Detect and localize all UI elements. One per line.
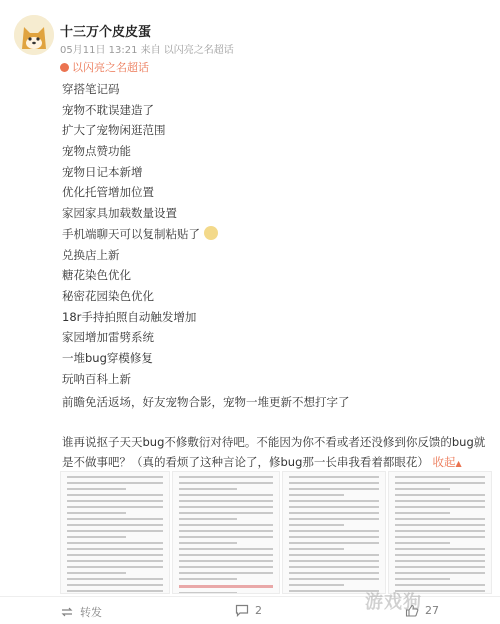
paragraph-1: 前瞻免活返场，好友宠物合影，宠物一堆更新不想打字了 bbox=[62, 395, 350, 409]
list-item: 优化托管增加位置 bbox=[62, 185, 154, 200]
list-item bbox=[62, 224, 218, 245]
list-item: 家园家具加载数量设置 bbox=[62, 206, 177, 221]
watermark: 游戏狗 bbox=[365, 592, 422, 613]
like-count: 27 bbox=[425, 604, 439, 617]
comment-button[interactable] bbox=[235, 604, 262, 617]
list-item: 18r手持拍照自动触发增加 bbox=[62, 309, 197, 324]
list-item: 一堆bug穿模修复 bbox=[62, 350, 153, 365]
list-item: 宠物点赞功能 bbox=[62, 144, 131, 159]
post-meta: 05月11日 13:21 来自 以闪亮之名超话 bbox=[60, 45, 234, 56]
topic-tag-label: 以闪亮之名超话 bbox=[72, 61, 149, 74]
list-item: 秘密花园染色优化 bbox=[62, 288, 154, 303]
update-list bbox=[62, 79, 218, 389]
image-thumbnail[interactable] bbox=[282, 471, 386, 594]
list-item: 糖花染色优化 bbox=[62, 268, 131, 283]
repost-button[interactable] bbox=[60, 604, 102, 620]
action-bar bbox=[0, 596, 500, 624]
list-item: 家园增加雷劈系统 bbox=[62, 330, 154, 345]
list-item: 玩呐百科上新 bbox=[62, 371, 131, 386]
topic-icon bbox=[60, 63, 69, 72]
repost-icon bbox=[60, 606, 74, 618]
username[interactable]: 十三万个皮皮蛋 bbox=[60, 25, 152, 40]
image-thumbnail[interactable] bbox=[172, 471, 280, 594]
topic-tag[interactable] bbox=[60, 59, 149, 75]
chevron-up-icon: ▲ bbox=[455, 459, 462, 468]
list-item: 宠物不耽误建造了 bbox=[62, 102, 154, 117]
list-item: 兑换店上新 bbox=[62, 247, 120, 262]
image-thumbnail[interactable] bbox=[60, 471, 170, 594]
list-item: 扩大了宠物闲逛范围 bbox=[62, 123, 166, 138]
collapse-link[interactable] bbox=[433, 455, 462, 469]
post-header bbox=[0, 0, 500, 74]
paragraph-2 bbox=[62, 432, 492, 474]
list-item: 宠物日记本新增 bbox=[62, 164, 143, 179]
paragraph-2-text: 谁再说抠子天天bug不修敷衍对待吧。不能因为你不看或者还没修到你反馈的bug就是不做事吧？（真的看烦了这种言论了，修bug那一长串我看着都眼花） bbox=[62, 435, 486, 469]
shiba-avatar-icon bbox=[14, 15, 54, 55]
avatar[interactable] bbox=[14, 15, 54, 55]
comment-count: 2 bbox=[255, 604, 262, 617]
emoji-icon bbox=[204, 226, 218, 240]
repost-label: 转发 bbox=[80, 606, 102, 619]
list-item-text: 手机端聊天可以复制粘贴了 bbox=[62, 226, 200, 241]
comment-icon bbox=[235, 604, 249, 617]
image-thumbnail[interactable] bbox=[388, 471, 492, 594]
list-item: 穿搭笔记码 bbox=[62, 82, 120, 96]
collapse-label: 收起 bbox=[432, 455, 456, 469]
